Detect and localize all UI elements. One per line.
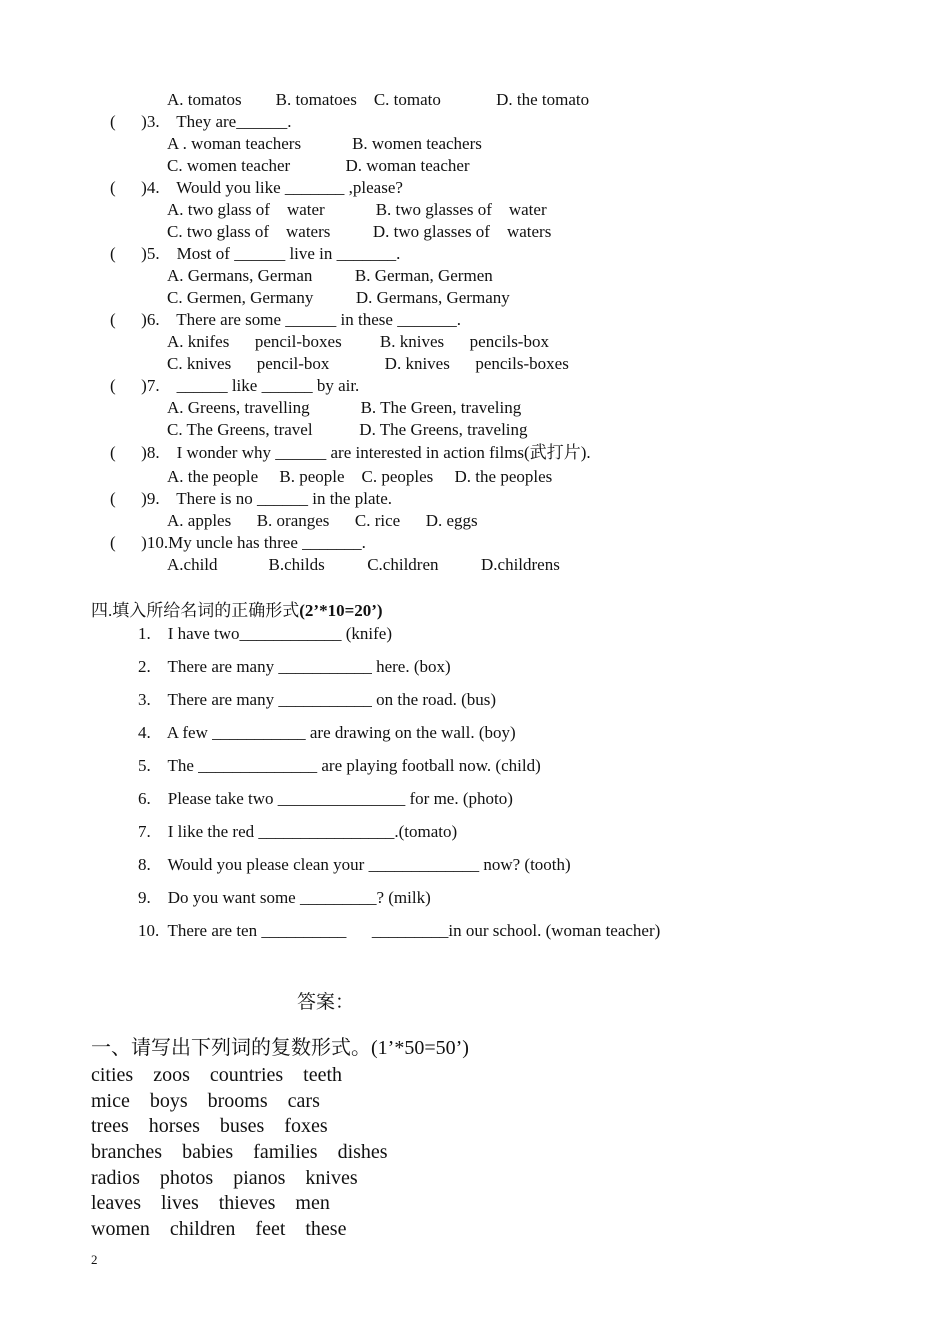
part4-item-5: 5. The ______________ are playing football now. (child)	[138, 756, 541, 775]
q3-options-1: A . woman teachers B. women teachers	[167, 134, 482, 153]
part4-item-7: 7. I like the red ________________.(tomato)	[138, 822, 458, 841]
q4-stem: ( )4. Would you like _______ ,please?	[110, 178, 403, 197]
q9-options: A. apples B. oranges C. rice D. eggs	[167, 511, 478, 530]
answers-row-2: mice boys brooms cars	[91, 1090, 320, 1112]
answers-row-4: branches babies families dishes	[91, 1141, 388, 1163]
q6-options-1: A. knifes pencil-boxes B. knives pencils-box	[167, 332, 549, 351]
part4-item-10: 10. There are ten __________ _________in our school. (woman teacher)	[138, 921, 661, 940]
q6-options-2: C. knives pencil-box D. knives pencils-boxes	[167, 354, 569, 373]
q7-options-1: A. Greens, travelling B. The Green, traveling	[167, 398, 522, 417]
part4-item-8: 8. Would you please clean your _____________ now? (tooth)	[138, 855, 571, 874]
q7-options-2: C. The Greens, travel D. The Greens, traveling	[167, 420, 528, 439]
page-number: 2	[91, 1252, 98, 1267]
part4-item-4: 4. A few ___________ are drawing on the wall. (boy)	[138, 723, 516, 742]
q10-options: A.child B.childs C.children D.childrens	[167, 555, 560, 574]
part4-title-cn: 四.填入所给名词的正确形式	[91, 601, 300, 620]
answers-section1-title: 一、请写出下列词的复数形式。(1’*50=50’)	[91, 1037, 469, 1059]
answers-row-7: women children feet these	[91, 1218, 347, 1240]
q6-stem: ( )6. There are some ______ in these _______.	[110, 310, 461, 329]
q3-stem: ( )3. They are______.	[110, 112, 292, 131]
q4-options-1: A. two glass of water B. two glasses of water	[167, 200, 547, 219]
q8-stem: ( )8. I wonder why ______ are interested in action films(武打片).	[110, 443, 591, 462]
part4-item-6: 6. Please take two _______________ for me. (photo)	[138, 789, 513, 808]
answers-row-5: radios photos pianos knives	[91, 1167, 358, 1189]
q5-options-1: A. Germans, German B. German, Germen	[167, 266, 493, 285]
part4-item-1: 1. I have two____________ (knife)	[138, 624, 393, 643]
part4-item-9: 9. Do you want some _________? (milk)	[138, 888, 431, 907]
q7-stem: ( )7. ______ like ______ by air.	[110, 376, 360, 395]
q5-options-2: C. Germen, Germany D. Germans, Germany	[167, 288, 510, 307]
q10-stem: ( )10.My uncle has three _______.	[110, 533, 366, 552]
answers-row-1: cities zoos countries teeth	[91, 1064, 343, 1086]
part4-item-2: 2. There are many ___________ here. (box)	[138, 657, 451, 676]
q4-options-2: C. two glass of waters D. two glasses of waters	[167, 222, 552, 241]
q9-stem: ( )9. There is no ______ in the plate.	[110, 489, 393, 508]
q3-options-2: C. women teacher D. woman teacher	[167, 156, 470, 175]
part4-heading	[91, 601, 383, 621]
q8-options: A. the people B. people C. peoples D. the peoples	[167, 467, 553, 486]
part4-title-score: (2’*10=20’)	[299, 601, 383, 620]
q2-options: A. tomatos B. tomatoes C. tomato D. the tomato	[167, 90, 590, 109]
answers-heading: 答案：	[297, 992, 355, 1013]
part4-item-3: 3. There are many ___________ on the road. (bus)	[138, 690, 497, 709]
q5-stem: ( )5. Most of ______ live in _______.	[110, 244, 401, 263]
answers-row-3: trees horses buses foxes	[91, 1115, 328, 1137]
answers-row-6: leaves lives thieves men	[91, 1192, 330, 1214]
